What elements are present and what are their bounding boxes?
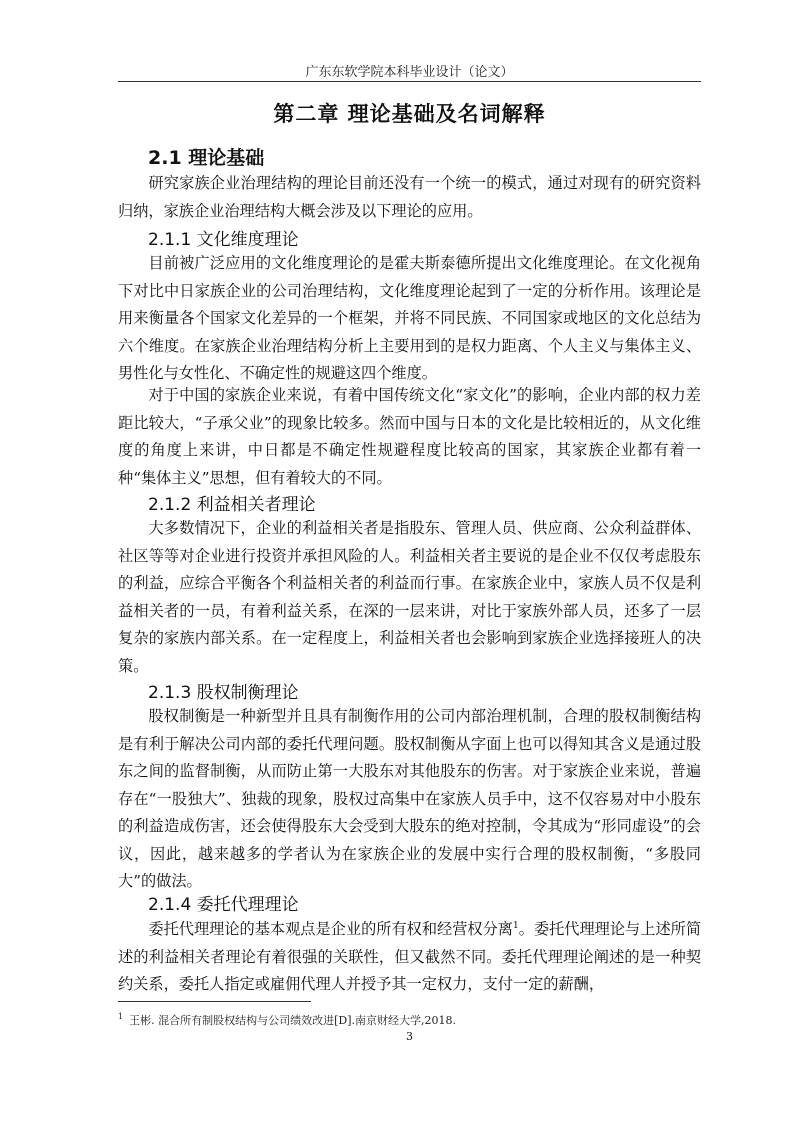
page-number: 3 [406,1030,413,1043]
agency-text-end: 。委托代理理论与上述所简述的利益相关者理论有着很强的关联性，但又截然不同。委托代理理论阐述的是一种契约关系，委托人指定或雇佣代理人并授予其一定权力，支付一定的薪酬， [118,920,702,994]
subsection-title-culture: 2.1.1 文化维度理论 [148,230,299,250]
footnote [118,1012,701,1028]
subsection-title-agency: 2.1.4 委托代理理论 [148,895,299,915]
paragraph-stakeholder: 大多数情况下，企业的利益相关者是指股东、管理人员、供应商、公众利益群体、社区等等对企业进行投资并承担风险的人。利益相关者主要说的是企业不仅仅考虑股东的利益，应综合平衡各个利益相关者的利益而行事。在家族企业中，家族人员不仅是利益相关者的一员，有着利益关系，在深的一层来讲，对比于家族外部人员，还多了一层复杂的家族内部关系。在一定程度上，利益相关者也会影响到家族企业选择接班人的决策。 [118,519,701,675]
section-title: 2.1 理论基础 [148,147,265,169]
running-header: 广东东软学院本科毕业设计（论文） [305,65,514,80]
section-intro-paragraph: 研究家族企业治理结构的理论目前还没有一个统一的模式，通过对现有的研究资料归纳，家族企业治理结构大概会涉及以下理论的应用。 [118,174,701,220]
footnote-mark: 1 [118,1012,124,1022]
paragraph-culture-2: 对于中国的家族企业来说，有着中国传统文化“家文化”的影响，企业内部的权力差距比较大，“子承父业”的现象比较多。然而中国与日本的文化是比较相近的，从文化维度的角度上来讲，中日都是不确定性规避程度比较高的国家，其家族企业都有着一种“集体主义”思想，但有着较大的不同。 [118,386,701,487]
subsection-title-stakeholder: 2.1.2 利益相关者理论 [148,495,316,515]
footnote-rule [118,1001,311,1002]
subsection-title-equity: 2.1.3 股权制衡理论 [148,683,299,703]
paragraph-equity: 股权制衡是一种新型并且具有制衡作用的公司内部治理机制，合理的股权制衡结构是有利于解决公司内部的委托代理问题。股权制衡从字面上也可以得知其含义是通过股东之间的监督制衡，从而防止第一大股东对其他股东的伤害。对于家族企业来说，普遍存在“一股独大”、独裁的现象，股权过高集中在家族人员手中，这不仅容易对中小股东的利益造成伤害，还会使得股东大会受到大股东的绝对控制，令其成为“形同虚设”的会议，因此，越来越多的学者认为在家族企业的发展中实行合理的股权制衡，“多股同大”的做法。 [118,707,701,890]
footnote-reference[interactable]: 1 [512,921,519,931]
agency-text-start: 委托代理理论的基本观点是企业的所有权和经营权分离 [148,920,513,939]
paragraph-culture-1: 目前被广泛应用的文化维度理论的是霍夫斯泰德所提出文化维度理论。在文化视角下对比中日家族企业的公司治理结构，文化维度理论起到了一定的分析作用。该理论是用来衡量各个国家文化差异的一个框架，并将不同民族、不同国家或地区的文化总结为六个维度。在家族企业治理结构分析上主要用到的是权力距离、个人主义与集体主义、男性化与女性化、不确定性的规避这四个维度。 [118,254,701,382]
paragraph-agency [118,913,701,999]
header-rule [118,81,701,82]
footnote-text: 王彬. 混合所有制股权结构与公司绩效改进[D].南京财经大学,2018. [129,1014,456,1027]
chapter-title: 第二章 理论基础及名词解释 [273,102,546,126]
